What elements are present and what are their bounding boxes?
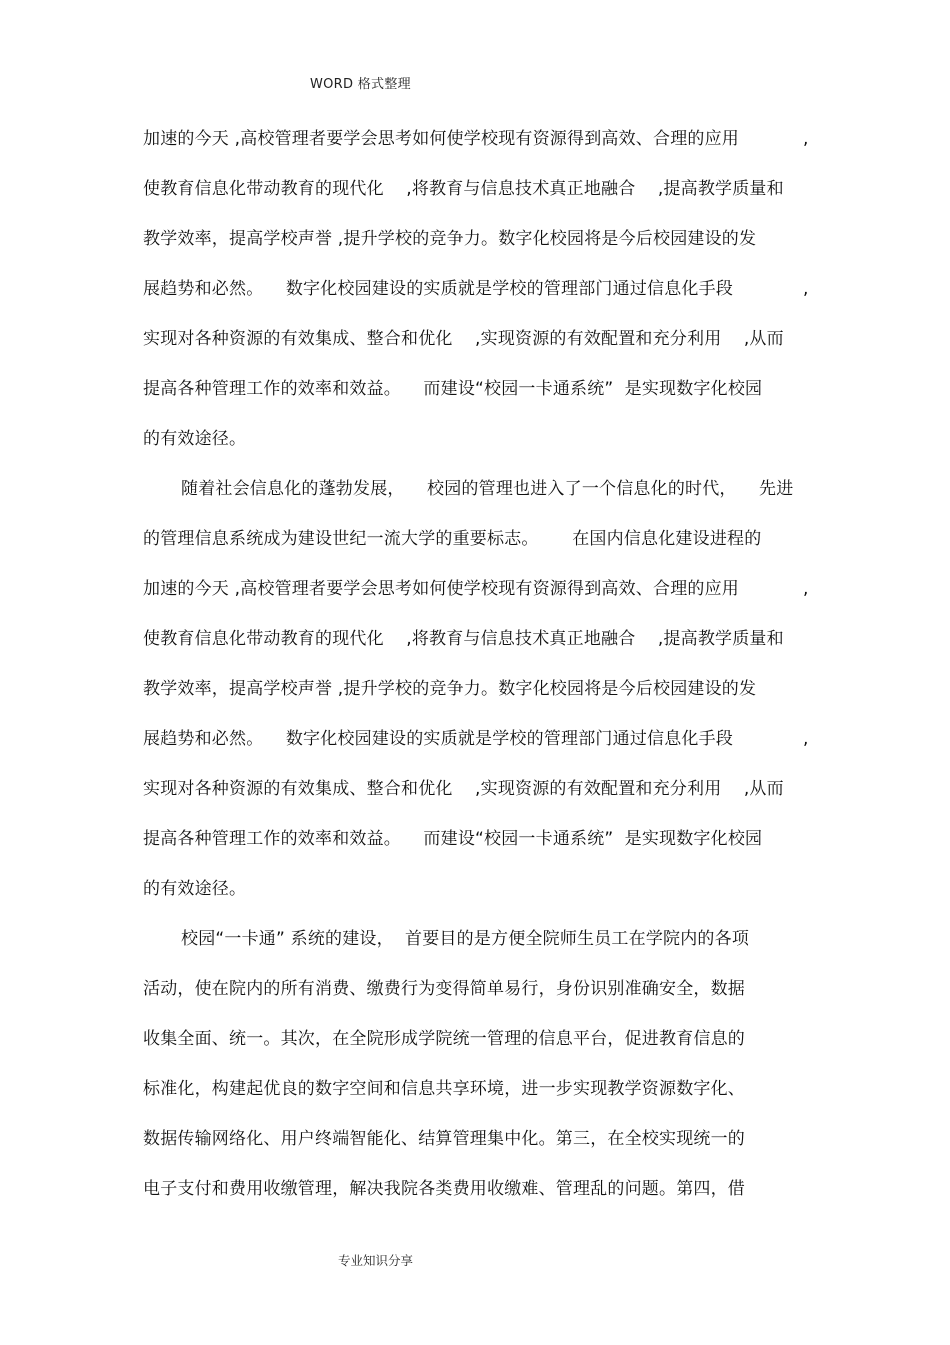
- document-body: [143, 114, 823, 1214]
- text-line: [143, 714, 823, 764]
- text-line: [143, 164, 823, 214]
- text-line-content: 教学效率，提高学校声誉 ,提升学校的竞争力。数字化校园将是今后校园建设的发: [143, 229, 757, 249]
- page-header: WORD 格式整理: [310, 77, 411, 92]
- text-line-content: 的管理信息系统成为建设世纪一流大学的重要标志。 在国内信息化建设进程的: [143, 529, 762, 549]
- text-line-content: 随着社会信息化的蓬勃发展， 校园的管理也进入了一个信息化的时代， 先进: [181, 479, 794, 499]
- text-line: [143, 314, 823, 364]
- text-line-content: 展趋势和必然。 数字化校园建设的实质就是学校的管理部门通过信息化手段: [143, 279, 734, 299]
- text-line-content: 的有效途径。: [143, 879, 247, 899]
- text-line: [143, 464, 823, 514]
- text-line: [143, 664, 823, 714]
- trailing-punctuation: ,: [803, 129, 809, 149]
- text-line-content: 校园“一卡通” 系统的建设， 首要目的是方便全院师生员工在学院内的各项: [181, 929, 750, 949]
- text-line: [143, 614, 823, 664]
- text-line-content: 电子支付和费用收缴管理，解决我院各类费用收缴难、管理乱的问题。第四，借: [143, 1179, 745, 1199]
- text-line: [143, 1164, 823, 1214]
- text-line-content: 提高各种管理工作的效率和效益。 而建设“校园一卡通系统” 是实现数字化校园: [143, 379, 763, 399]
- text-line-content: 加速的今天 ,高校管理者要学会思考如何使学校现有资源得到高效、合理的应用: [143, 129, 740, 149]
- text-line-content: 标准化，构建起优良的数字空间和信息共享环境，进一步实现教学资源数字化、: [143, 1079, 745, 1099]
- text-line-content: 展趋势和必然。 数字化校园建设的实质就是学校的管理部门通过信息化手段: [143, 729, 734, 749]
- text-line-content: 实现对各种资源的有效集成、整合和优化 ,实现资源的有效配置和充分利用 ,从而: [143, 329, 784, 349]
- text-line: [143, 214, 823, 264]
- text-line-content: 教学效率，提高学校声誉 ,提升学校的竞争力。数字化校园将是今后校园建设的发: [143, 679, 757, 699]
- text-line-content: 使教育信息化带动教育的现代化 ,将教育与信息技术真正地融合 ,提高教学质量和: [143, 179, 784, 199]
- trailing-punctuation: ,: [803, 729, 809, 749]
- text-line: [143, 964, 823, 1014]
- text-line-content: 实现对各种资源的有效集成、整合和优化 ,实现资源的有效配置和充分利用 ,从而: [143, 779, 784, 799]
- page-footer: 专业知识分享: [338, 1253, 414, 1268]
- text-line: [143, 764, 823, 814]
- text-line-content: 使教育信息化带动教育的现代化 ,将教育与信息技术真正地融合 ,提高教学质量和: [143, 629, 784, 649]
- text-line-content: 收集全面、统一。其次，在全院形成学院统一管理的信息平台，促进教育信息的: [143, 1029, 745, 1049]
- text-line: [143, 864, 823, 914]
- text-line: [143, 114, 823, 164]
- text-line: [143, 914, 823, 964]
- text-line: [143, 514, 823, 564]
- text-line: [143, 364, 823, 414]
- text-line-content: 的有效途径。: [143, 429, 247, 449]
- text-line: [143, 264, 823, 314]
- text-line-content: 提高各种管理工作的效率和效益。 而建设“校园一卡通系统” 是实现数字化校园: [143, 829, 763, 849]
- text-line-content: 加速的今天 ,高校管理者要学会思考如何使学校现有资源得到高效、合理的应用: [143, 579, 740, 599]
- text-line: [143, 814, 823, 864]
- text-line: [143, 1064, 823, 1114]
- trailing-punctuation: ,: [803, 579, 809, 599]
- text-line-content: 活动，使在院内的所有消费、缴费行为变得简单易行，身份识别准确安全，数据: [143, 979, 745, 999]
- text-line: [143, 564, 823, 614]
- text-line: [143, 1014, 823, 1064]
- text-line: [143, 414, 823, 464]
- trailing-punctuation: ,: [803, 279, 809, 299]
- text-line-content: 数据传输网络化、用户终端智能化、结算管理集中化。第三，在全校实现统一的: [143, 1129, 745, 1149]
- text-line: [143, 1114, 823, 1164]
